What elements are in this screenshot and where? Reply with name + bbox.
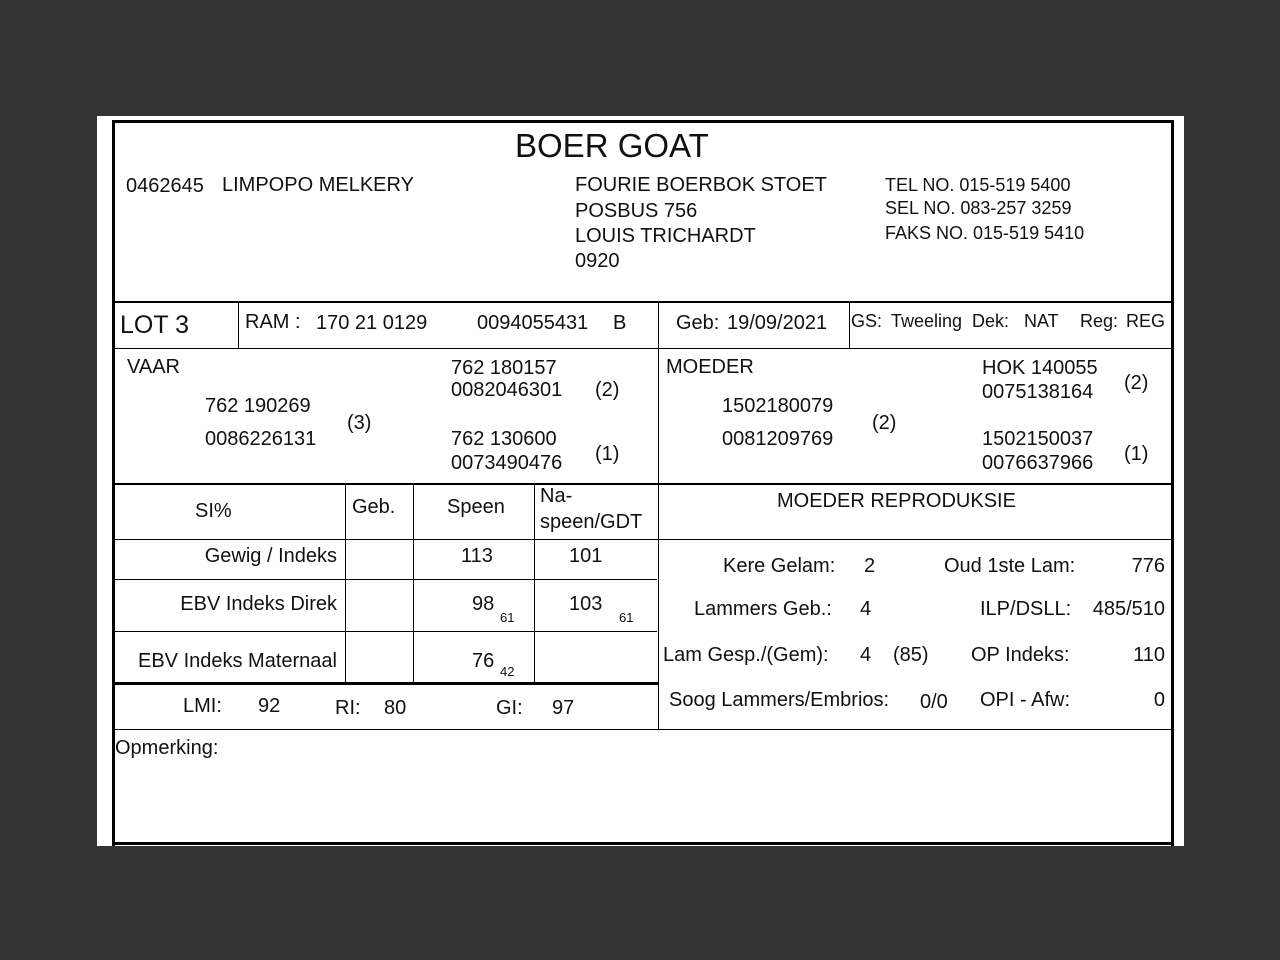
moeder-sire-id: HOK 140055 bbox=[982, 357, 1098, 379]
vaar-sire-reg: 0082046301 bbox=[451, 379, 563, 401]
soog-label: Soog Lammers/Embrios: bbox=[669, 689, 890, 711]
lammers-label: Lammers Geb.: bbox=[694, 598, 832, 620]
dek-label: Dek: bbox=[972, 311, 1010, 331]
ram-id: 170 21 0129 bbox=[316, 312, 428, 334]
gesp-value: 4 bbox=[860, 644, 872, 666]
moeder-reg: 0081209769 bbox=[722, 428, 834, 450]
lot-number: LOT 3 bbox=[120, 311, 190, 339]
breeder-line: 0920 bbox=[575, 250, 620, 272]
rule-row2 bbox=[112, 631, 657, 632]
moeder-sire-reg: 0075138164 bbox=[982, 381, 1094, 403]
moeder-id: 1502180079 bbox=[722, 395, 834, 417]
speen-value: 76 bbox=[472, 650, 495, 672]
rule-row1 bbox=[112, 579, 657, 580]
lot-card bbox=[97, 116, 1184, 846]
rule-summary bbox=[112, 729, 1174, 730]
speen-accuracy: 42 bbox=[500, 664, 515, 679]
oud-label: Oud 1ste Lam: bbox=[944, 555, 1076, 577]
col-header-speen: Speen bbox=[447, 496, 505, 518]
vaar-reg: 0086226131 bbox=[205, 428, 317, 450]
kere-label: Kere Gelam: bbox=[723, 555, 836, 577]
ilp-value: 485/510 bbox=[1092, 598, 1165, 620]
moeder-dam-id: 1502150037 bbox=[982, 428, 1094, 450]
gs-value: Tweeling bbox=[891, 311, 963, 331]
row-label: EBV Indeks Direk bbox=[180, 593, 337, 615]
moeder-label: MOEDER bbox=[666, 356, 754, 378]
op-value: 110 bbox=[1133, 644, 1165, 666]
gesp-label: Lam Gesp./(Gem): bbox=[663, 644, 829, 666]
contact-line: SEL NO. 083-257 3259 bbox=[885, 198, 1072, 218]
vaar-dam-reg: 0073490476 bbox=[451, 452, 563, 474]
rule-v-lot bbox=[238, 302, 239, 349]
rule-lot bbox=[112, 348, 1174, 349]
vaar-dam-id: 762 130600 bbox=[451, 428, 557, 450]
reg-label: Reg: bbox=[1080, 311, 1119, 331]
naspeen-value: 103 bbox=[569, 593, 603, 615]
row-label: EBV Indeks Maternaal bbox=[138, 650, 337, 672]
rule-v-speen bbox=[534, 484, 535, 684]
ilp-label: ILP/DSLL: bbox=[980, 598, 1072, 620]
title: BOER GOAT bbox=[515, 127, 709, 164]
moeder-dam-grade: (1) bbox=[1124, 443, 1149, 465]
rule-index-head bbox=[112, 539, 657, 540]
op-label: OP Indeks: bbox=[971, 644, 1070, 666]
naspeen-value: 101 bbox=[569, 545, 603, 567]
vaar-label: VAAR bbox=[127, 356, 180, 378]
ram-class: B bbox=[613, 312, 627, 334]
col-header-si: SI% bbox=[195, 500, 232, 522]
moeder-dam-reg: 0076637966 bbox=[982, 452, 1094, 474]
gesp-average: (85) bbox=[893, 644, 929, 666]
border-top bbox=[112, 120, 1174, 123]
naspeen-accuracy: 61 bbox=[619, 610, 634, 625]
col-header-geb: Geb. bbox=[352, 496, 396, 518]
vaar-grade: (3) bbox=[347, 412, 372, 434]
contact-line: TEL NO. 015-519 5400 bbox=[885, 175, 1071, 195]
vaar-id: 762 190269 bbox=[205, 395, 311, 417]
opi-label: OPI - Afw: bbox=[980, 689, 1071, 711]
rule-row3 bbox=[112, 682, 659, 685]
opi-value: 0 bbox=[1153, 689, 1165, 711]
speen-accuracy: 61 bbox=[500, 610, 515, 625]
rule-v-geb-col bbox=[413, 484, 414, 684]
dek-value: NAT bbox=[1024, 311, 1059, 331]
ram-label: RAM : bbox=[245, 311, 301, 333]
rule-repro-head bbox=[657, 539, 1174, 540]
speen-value: 113 bbox=[461, 545, 493, 567]
lmi-value: 92 bbox=[258, 695, 281, 717]
gi-value: 97 bbox=[552, 697, 575, 719]
contact-line: FAKS NO. 015-519 5410 bbox=[885, 223, 1085, 243]
vaar-sire-id: 762 180157 bbox=[451, 357, 557, 379]
buyer-name: LIMPOPO MELKERY bbox=[222, 174, 414, 196]
moeder-grade: (2) bbox=[872, 412, 897, 434]
oud-value: 776 bbox=[1131, 555, 1165, 577]
ri-value: 80 bbox=[384, 697, 407, 719]
breeder-line: POSBUS 756 bbox=[575, 200, 698, 222]
geb-date: 19/09/2021 bbox=[727, 312, 828, 334]
reg-value: REG bbox=[1126, 311, 1166, 331]
vaar-dam-grade: (1) bbox=[595, 443, 620, 465]
repro-title: MOEDER REPRODUKSIE bbox=[777, 490, 1016, 512]
gi-label: GI: bbox=[496, 697, 523, 719]
breeder-line: FOURIE BOERBOK STOET bbox=[575, 174, 827, 196]
speen-value: 98 bbox=[472, 593, 495, 615]
rule-v-geb bbox=[849, 302, 850, 349]
ram-reg: 0094055431 bbox=[477, 312, 589, 334]
row-label: Gewig / Indeks bbox=[204, 545, 337, 567]
rule-v-si bbox=[345, 484, 346, 684]
breeder-line: LOUIS TRICHARDT bbox=[575, 225, 756, 247]
lmi-label: LMI: bbox=[183, 695, 222, 717]
remarks-label: Opmerking: bbox=[115, 737, 219, 759]
rule-v-middle bbox=[658, 302, 659, 730]
rule-header bbox=[112, 301, 1174, 303]
lammers-value: 4 bbox=[860, 598, 872, 620]
border-bottom bbox=[112, 842, 1174, 845]
soog-value: 0/0 bbox=[920, 691, 948, 713]
rule-pedigree bbox=[112, 483, 1174, 485]
gs-label: GS: bbox=[851, 311, 883, 331]
kere-value: 2 bbox=[864, 555, 876, 577]
geb-label: Geb: bbox=[676, 312, 720, 334]
ri-label: RI: bbox=[335, 697, 361, 719]
col-header-naspeen: Na- bbox=[540, 485, 573, 507]
buyer-id: 0462645 bbox=[126, 175, 204, 197]
vaar-sire-grade: (2) bbox=[595, 379, 620, 401]
moeder-sire-grade: (2) bbox=[1124, 372, 1149, 394]
col-header-naspeen: speen/GDT bbox=[540, 511, 643, 533]
